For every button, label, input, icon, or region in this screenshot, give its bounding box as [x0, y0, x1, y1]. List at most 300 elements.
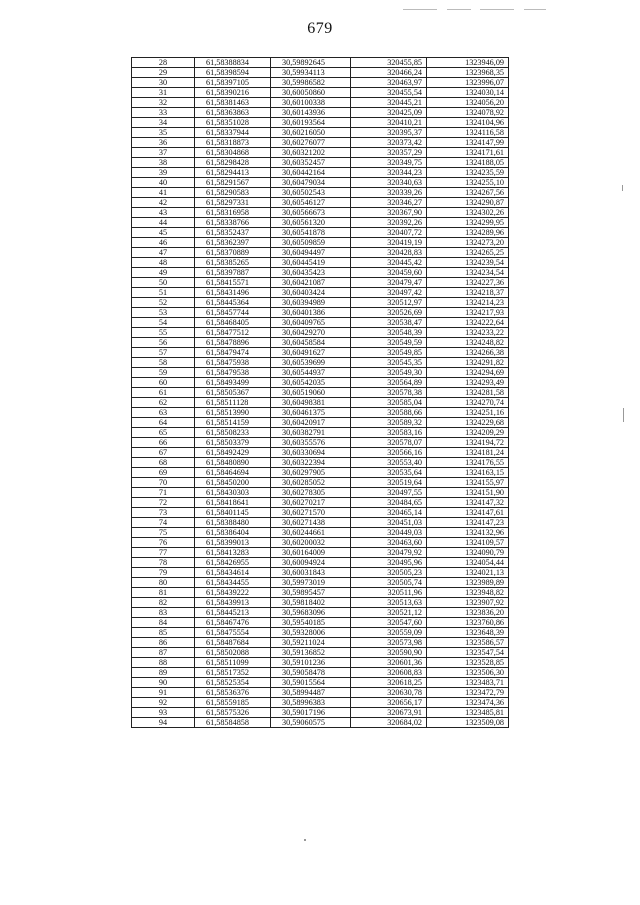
longitude-cell: 30,60143936 [271, 108, 351, 118]
table-row [132, 568, 509, 578]
latitude-cell: 61,58413283 [195, 548, 271, 558]
x-coordinate-cell: 320479,92 [351, 548, 427, 558]
x-coordinate-cell: 320495,96 [351, 558, 427, 568]
y-coordinate-cell: 1324222,64 [427, 318, 509, 328]
latitude-cell: 61,58294413 [195, 168, 271, 178]
x-coordinate-cell: 320497,42 [351, 288, 427, 298]
y-coordinate-cell: 1323948,82 [427, 588, 509, 598]
longitude-cell: 30,59895457 [271, 588, 351, 598]
y-coordinate-cell: 1324116,58 [427, 128, 509, 138]
x-coordinate-cell: 320505,23 [351, 568, 427, 578]
x-coordinate-cell: 320573,98 [351, 638, 427, 648]
latitude-cell: 61,58502088 [195, 648, 271, 658]
table-row [132, 668, 509, 678]
x-coordinate-cell: 320564,89 [351, 378, 427, 388]
y-coordinate-cell: 1324255,10 [427, 178, 509, 188]
x-coordinate-cell: 320511,96 [351, 588, 427, 598]
y-coordinate-cell: 1324209,29 [427, 428, 509, 438]
x-coordinate-cell: 320451,03 [351, 518, 427, 528]
latitude-cell: 61,58559185 [195, 698, 271, 708]
x-coordinate-cell: 320357,29 [351, 148, 427, 158]
x-coordinate-cell: 320526,69 [351, 308, 427, 318]
x-coordinate-cell: 320497,55 [351, 488, 427, 498]
point-number-cell: 90 [132, 678, 195, 688]
point-number-cell: 64 [132, 418, 195, 428]
longitude-cell: 30,60519060 [271, 388, 351, 398]
table-row [132, 658, 509, 668]
y-coordinate-cell: 1324214,23 [427, 298, 509, 308]
y-coordinate-cell: 1324239,54 [427, 258, 509, 268]
scan-mark [447, 9, 471, 10]
point-number-cell: 54 [132, 318, 195, 328]
longitude-cell: 30,60271570 [271, 508, 351, 518]
point-number-cell: 94 [132, 718, 195, 728]
table-row [132, 388, 509, 398]
y-coordinate-cell: 1324218,37 [427, 288, 509, 298]
point-number-cell: 55 [132, 328, 195, 338]
point-number-cell: 66 [132, 438, 195, 448]
point-number-cell: 75 [132, 528, 195, 538]
latitude-cell: 61,58517352 [195, 668, 271, 678]
x-coordinate-cell: 320608,83 [351, 668, 427, 678]
table-row [132, 598, 509, 608]
y-coordinate-cell: 1324227,36 [427, 278, 509, 288]
latitude-cell: 61,58316958 [195, 208, 271, 218]
latitude-cell: 61,58584858 [195, 718, 271, 728]
longitude-cell: 30,60403424 [271, 288, 351, 298]
x-coordinate-cell: 320656,17 [351, 698, 427, 708]
point-number-cell: 46 [132, 238, 195, 248]
x-coordinate-cell: 320340,63 [351, 178, 427, 188]
x-coordinate-cell: 320513,63 [351, 598, 427, 608]
y-coordinate-cell: 1323836,20 [427, 608, 509, 618]
point-number-cell: 68 [132, 458, 195, 468]
longitude-cell: 30,60193564 [271, 118, 351, 128]
point-number-cell: 48 [132, 258, 195, 268]
coordinates-table [131, 57, 509, 728]
point-number-cell: 39 [132, 168, 195, 178]
y-coordinate-cell: 1323946,09 [427, 58, 509, 68]
x-coordinate-cell: 320578,38 [351, 388, 427, 398]
y-coordinate-cell: 1324299,95 [427, 218, 509, 228]
longitude-cell: 30,60355576 [271, 438, 351, 448]
y-coordinate-cell: 1324194,72 [427, 438, 509, 448]
longitude-cell: 30,59328006 [271, 628, 351, 638]
latitude-cell: 61,58399013 [195, 538, 271, 548]
longitude-cell: 30,60321202 [271, 148, 351, 158]
x-coordinate-cell: 320344,23 [351, 168, 427, 178]
longitude-cell: 30,60461375 [271, 408, 351, 418]
longitude-cell: 30,59136852 [271, 648, 351, 658]
table-row [132, 178, 509, 188]
longitude-cell: 30,60276077 [271, 138, 351, 148]
point-number-cell: 91 [132, 688, 195, 698]
y-coordinate-cell: 1324270,74 [427, 398, 509, 408]
x-coordinate-cell: 320367,90 [351, 208, 427, 218]
y-coordinate-cell: 1324030,14 [427, 88, 509, 98]
table-row [132, 648, 509, 658]
y-coordinate-cell: 1324267,56 [427, 188, 509, 198]
scan-mark [524, 9, 546, 10]
table-row [132, 98, 509, 108]
y-coordinate-cell: 1323483,71 [427, 678, 509, 688]
longitude-cell: 30,60491627 [271, 348, 351, 358]
longitude-cell: 30,60050860 [271, 88, 351, 98]
table-row [132, 618, 509, 628]
latitude-cell: 61,58464694 [195, 468, 271, 478]
point-number-cell: 58 [132, 358, 195, 368]
point-number-cell: 61 [132, 388, 195, 398]
latitude-cell: 61,58297331 [195, 198, 271, 208]
y-coordinate-cell: 1324294,69 [427, 368, 509, 378]
latitude-cell: 61,58467476 [195, 618, 271, 628]
table-row [132, 338, 509, 348]
x-coordinate-cell: 320479,47 [351, 278, 427, 288]
table-row [132, 628, 509, 638]
point-number-cell: 85 [132, 628, 195, 638]
y-coordinate-cell: 1324291,82 [427, 358, 509, 368]
table-row [132, 308, 509, 318]
table-row [132, 78, 509, 88]
page-number: 679 [307, 20, 333, 37]
y-coordinate-cell: 1324281,58 [427, 388, 509, 398]
x-coordinate-cell: 320449,03 [351, 528, 427, 538]
point-number-cell: 38 [132, 158, 195, 168]
y-coordinate-cell: 1323760,86 [427, 618, 509, 628]
longitude-cell: 30,60420917 [271, 418, 351, 428]
point-number-cell: 43 [132, 208, 195, 218]
y-coordinate-cell: 1324265,25 [427, 248, 509, 258]
latitude-cell: 61,58385265 [195, 258, 271, 268]
x-coordinate-cell: 320618,25 [351, 678, 427, 688]
latitude-cell: 61,58362397 [195, 238, 271, 248]
latitude-cell: 61,58514159 [195, 418, 271, 428]
y-coordinate-cell: 1324273,20 [427, 238, 509, 248]
point-number-cell: 79 [132, 568, 195, 578]
latitude-cell: 61,58338766 [195, 218, 271, 228]
point-number-cell: 53 [132, 308, 195, 318]
x-coordinate-cell: 320463,60 [351, 538, 427, 548]
table-row [132, 88, 509, 98]
latitude-cell: 61,58388480 [195, 518, 271, 528]
y-coordinate-cell: 1323474,36 [427, 698, 509, 708]
point-number-cell: 65 [132, 428, 195, 438]
y-coordinate-cell: 1324132,96 [427, 528, 509, 538]
latitude-cell: 61,58480890 [195, 458, 271, 468]
table-row [132, 718, 509, 728]
coordinates-table-body [132, 58, 509, 728]
point-number-cell: 40 [132, 178, 195, 188]
table-row [132, 228, 509, 238]
table-row [132, 68, 509, 78]
longitude-cell: 30,60494497 [271, 248, 351, 258]
table-row [132, 118, 509, 128]
latitude-cell: 61,58439222 [195, 588, 271, 598]
scan-dot [304, 839, 306, 841]
table-row [132, 368, 509, 378]
table-row [132, 148, 509, 158]
table-row [132, 398, 509, 408]
latitude-cell: 61,58386404 [195, 528, 271, 538]
longitude-cell: 30,60566673 [271, 208, 351, 218]
latitude-cell: 61,58397105 [195, 78, 271, 88]
x-coordinate-cell: 320601,36 [351, 658, 427, 668]
y-coordinate-cell: 1324290,87 [427, 198, 509, 208]
longitude-cell: 30,60100338 [271, 98, 351, 108]
longitude-cell: 30,60458584 [271, 338, 351, 348]
y-coordinate-cell: 1324266,38 [427, 348, 509, 358]
longitude-cell: 30,60502543 [271, 188, 351, 198]
point-number-cell: 59 [132, 368, 195, 378]
y-coordinate-cell: 1323509,08 [427, 718, 509, 728]
x-coordinate-cell: 320545,35 [351, 358, 427, 368]
table-row [132, 188, 509, 198]
x-coordinate-cell: 320455,85 [351, 58, 427, 68]
table-row [132, 528, 509, 538]
point-number-cell: 69 [132, 468, 195, 478]
longitude-cell: 30,59060575 [271, 718, 351, 728]
y-coordinate-cell: 1324078,92 [427, 108, 509, 118]
table-row [132, 468, 509, 478]
y-coordinate-cell: 1324155,97 [427, 478, 509, 488]
x-coordinate-cell: 320578,07 [351, 438, 427, 448]
x-coordinate-cell: 320549,30 [351, 368, 427, 378]
x-coordinate-cell: 320553,40 [351, 458, 427, 468]
y-coordinate-cell: 1324235,59 [427, 168, 509, 178]
point-number-cell: 56 [132, 338, 195, 348]
latitude-cell: 61,58479474 [195, 348, 271, 358]
table-row [132, 168, 509, 178]
longitude-cell: 30,60435423 [271, 268, 351, 278]
longitude-cell: 30,60270217 [271, 498, 351, 508]
point-number-cell: 31 [132, 88, 195, 98]
longitude-cell: 30,60031843 [271, 568, 351, 578]
latitude-cell: 61,58401145 [195, 508, 271, 518]
longitude-cell: 30,60244661 [271, 528, 351, 538]
latitude-cell: 61,58475554 [195, 628, 271, 638]
longitude-cell: 30,59934113 [271, 68, 351, 78]
x-coordinate-cell: 320349,75 [351, 158, 427, 168]
table-row [132, 128, 509, 138]
latitude-cell: 61,58513990 [195, 408, 271, 418]
x-coordinate-cell: 320392,26 [351, 218, 427, 228]
longitude-cell: 30,59818402 [271, 598, 351, 608]
longitude-cell: 30,60322394 [271, 458, 351, 468]
longitude-cell: 30,60544937 [271, 368, 351, 378]
table-row [132, 698, 509, 708]
scan-tick [623, 408, 624, 422]
latitude-cell: 61,58431496 [195, 288, 271, 298]
x-coordinate-cell: 320585,04 [351, 398, 427, 408]
table-row [132, 58, 509, 68]
latitude-cell: 61,58575326 [195, 708, 271, 718]
x-coordinate-cell: 320410,21 [351, 118, 427, 128]
point-number-cell: 41 [132, 188, 195, 198]
longitude-cell: 30,59017196 [271, 708, 351, 718]
longitude-cell: 30,59683096 [271, 608, 351, 618]
latitude-cell: 61,58434455 [195, 578, 271, 588]
longitude-cell: 30,60561320 [271, 218, 351, 228]
point-number-cell: 63 [132, 408, 195, 418]
point-number-cell: 62 [132, 398, 195, 408]
x-coordinate-cell: 320547,60 [351, 618, 427, 628]
table-row [132, 688, 509, 698]
table-row [132, 298, 509, 308]
longitude-cell: 30,60200032 [271, 538, 351, 548]
table-row [132, 158, 509, 168]
table-row [132, 588, 509, 598]
longitude-cell: 30,60285052 [271, 478, 351, 488]
latitude-cell: 61,58397887 [195, 268, 271, 278]
table-row [132, 378, 509, 388]
table-row [132, 558, 509, 568]
point-number-cell: 45 [132, 228, 195, 238]
table-row [132, 508, 509, 518]
x-coordinate-cell: 320549,85 [351, 348, 427, 358]
longitude-cell: 30,60394989 [271, 298, 351, 308]
table-row [132, 438, 509, 448]
longitude-cell: 30,59101236 [271, 658, 351, 668]
point-number-cell: 60 [132, 378, 195, 388]
point-number-cell: 36 [132, 138, 195, 148]
table-row [132, 288, 509, 298]
point-number-cell: 49 [132, 268, 195, 278]
longitude-cell: 30,60429270 [271, 328, 351, 338]
x-coordinate-cell: 320519,64 [351, 478, 427, 488]
point-number-cell: 30 [132, 78, 195, 88]
point-number-cell: 47 [132, 248, 195, 258]
y-coordinate-cell: 1323968,35 [427, 68, 509, 78]
longitude-cell: 30,60479034 [271, 178, 351, 188]
scan-mark [403, 9, 437, 10]
table-row [132, 138, 509, 148]
longitude-cell: 30,59015564 [271, 678, 351, 688]
latitude-cell: 61,58511128 [195, 398, 271, 408]
longitude-cell: 30,60352457 [271, 158, 351, 168]
x-coordinate-cell: 320445,21 [351, 98, 427, 108]
x-coordinate-cell: 320684,02 [351, 718, 427, 728]
y-coordinate-cell: 1324181,24 [427, 448, 509, 458]
y-coordinate-cell: 1324151,90 [427, 488, 509, 498]
y-coordinate-cell: 1324163,15 [427, 468, 509, 478]
latitude-cell: 61,58370889 [195, 248, 271, 258]
x-coordinate-cell: 320339,26 [351, 188, 427, 198]
y-coordinate-cell: 1323996,07 [427, 78, 509, 88]
y-coordinate-cell: 1324054,44 [427, 558, 509, 568]
point-number-cell: 87 [132, 648, 195, 658]
x-coordinate-cell: 320425,09 [351, 108, 427, 118]
point-number-cell: 92 [132, 698, 195, 708]
longitude-cell: 30,60498381 [271, 398, 351, 408]
latitude-cell: 61,58291567 [195, 178, 271, 188]
point-number-cell: 57 [132, 348, 195, 358]
x-coordinate-cell: 320548,39 [351, 328, 427, 338]
latitude-cell: 61,58493499 [195, 378, 271, 388]
x-coordinate-cell: 320538,47 [351, 318, 427, 328]
table-row [132, 608, 509, 618]
y-coordinate-cell: 1323907,92 [427, 598, 509, 608]
table-row [132, 418, 509, 428]
point-number-cell: 32 [132, 98, 195, 108]
longitude-cell: 30,60541878 [271, 228, 351, 238]
longitude-cell: 30,59973019 [271, 578, 351, 588]
latitude-cell: 61,58511099 [195, 658, 271, 668]
x-coordinate-cell: 320445,42 [351, 258, 427, 268]
x-coordinate-cell: 320521,12 [351, 608, 427, 618]
point-number-cell: 73 [132, 508, 195, 518]
x-coordinate-cell: 320673,91 [351, 708, 427, 718]
x-coordinate-cell: 320630,78 [351, 688, 427, 698]
latitude-cell: 61,58363863 [195, 108, 271, 118]
latitude-cell: 61,58487684 [195, 638, 271, 648]
latitude-cell: 61,58381463 [195, 98, 271, 108]
table-row [132, 258, 509, 268]
latitude-cell: 61,58390216 [195, 88, 271, 98]
longitude-cell: 30,60330694 [271, 448, 351, 458]
y-coordinate-cell: 1323485,81 [427, 708, 509, 718]
latitude-cell: 61,58318873 [195, 138, 271, 148]
y-coordinate-cell: 1324056,20 [427, 98, 509, 108]
x-coordinate-cell: 320505,74 [351, 578, 427, 588]
y-coordinate-cell: 1324289,96 [427, 228, 509, 238]
table-row [132, 408, 509, 418]
latitude-cell: 61,58505367 [195, 388, 271, 398]
x-coordinate-cell: 320466,24 [351, 68, 427, 78]
longitude-cell: 30,59892645 [271, 58, 351, 68]
table-row [132, 238, 509, 248]
y-coordinate-cell: 1323648,39 [427, 628, 509, 638]
y-coordinate-cell: 1324233,22 [427, 328, 509, 338]
table-row [132, 538, 509, 548]
latitude-cell: 61,58304868 [195, 148, 271, 158]
point-number-cell: 33 [132, 108, 195, 118]
point-number-cell: 51 [132, 288, 195, 298]
longitude-cell: 30,60382791 [271, 428, 351, 438]
x-coordinate-cell: 320455,54 [351, 88, 427, 98]
latitude-cell: 61,58478896 [195, 338, 271, 348]
latitude-cell: 61,58337944 [195, 128, 271, 138]
x-coordinate-cell: 320459,60 [351, 268, 427, 278]
latitude-cell: 61,58492429 [195, 448, 271, 458]
point-number-cell: 35 [132, 128, 195, 138]
x-coordinate-cell: 320566,16 [351, 448, 427, 458]
longitude-cell: 30,60546127 [271, 198, 351, 208]
point-number-cell: 71 [132, 488, 195, 498]
y-coordinate-cell: 1324171,61 [427, 148, 509, 158]
latitude-cell: 61,58388834 [195, 58, 271, 68]
x-coordinate-cell: 320559,09 [351, 628, 427, 638]
point-number-cell: 29 [132, 68, 195, 78]
table-row [132, 248, 509, 258]
point-number-cell: 67 [132, 448, 195, 458]
y-coordinate-cell: 1324104,96 [427, 118, 509, 128]
point-number-cell: 52 [132, 298, 195, 308]
y-coordinate-cell: 1323547,54 [427, 648, 509, 658]
longitude-cell: 30,60445419 [271, 258, 351, 268]
table-row [132, 208, 509, 218]
point-number-cell: 74 [132, 518, 195, 528]
longitude-cell: 30,60401386 [271, 308, 351, 318]
y-coordinate-cell: 1324234,54 [427, 268, 509, 278]
y-coordinate-cell: 1324188,05 [427, 158, 509, 168]
latitude-cell: 61,58468405 [195, 318, 271, 328]
point-number-cell: 93 [132, 708, 195, 718]
longitude-cell: 30,59058478 [271, 668, 351, 678]
latitude-cell: 61,58439913 [195, 598, 271, 608]
longitude-cell: 30,60421087 [271, 278, 351, 288]
y-coordinate-cell: 1324147,99 [427, 138, 509, 148]
latitude-cell: 61,58434614 [195, 568, 271, 578]
